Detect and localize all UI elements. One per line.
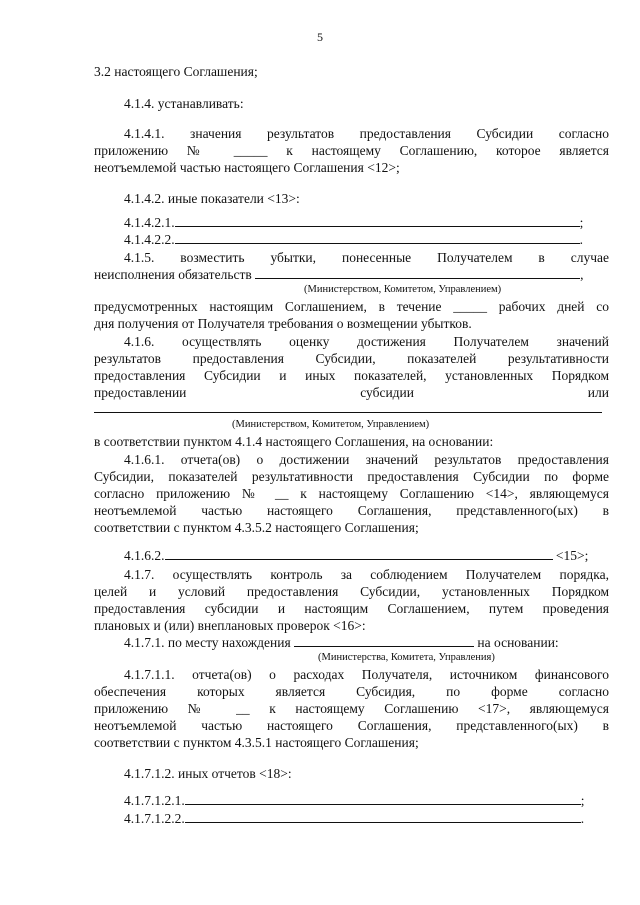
text-line: предусмотренных настоящим Соглашением, в течение _____ рабочих дней со [94, 299, 609, 314]
blank-line [165, 548, 553, 560]
text-line: предоставлении субсидии или [94, 385, 609, 400]
text-fragment: на основании: [477, 635, 559, 650]
clause-4-1-4-2-1 [124, 215, 609, 231]
text-line: 3.2 настоящего Соглашения; [94, 64, 258, 79]
text-fragment: неисполнения обязательств [94, 267, 252, 282]
blank-line [175, 215, 580, 227]
clause-4-1-6-2 [124, 548, 609, 564]
text-line: предоставления субсидии и настоящим Соглашением, путем проведения [94, 601, 609, 616]
text-line: в соответствии пунктом 4.1.4 настоящего Соглашения, на основании: [94, 434, 494, 449]
text-line: соответствии с пунктом 4.3.5.1 настоящего Соглашения; [94, 735, 419, 750]
text-line: неотъемлемой частью настоящего Соглашения, представленного(ых) в [94, 503, 609, 518]
blank-line [94, 412, 602, 413]
clause-4-1-6-1: 4.1.6.1. отчета(ов) о достижении значений результатов предоставления [124, 452, 609, 467]
text-line: предоставления Субсидии и иных показателей, установленных Порядком [94, 368, 609, 383]
caption: (Министерства, Комитета, Управления) [318, 652, 495, 663]
blank-line [255, 267, 580, 279]
footnote-ref: <15>; [555, 548, 589, 563]
clause-4-1-7-1-1: 4.1.7.1.1. отчета(ов) о расходах Получателя, источником финансового [124, 667, 609, 682]
clause-number: 4.1.6.2. [124, 548, 165, 563]
punctuation: . [580, 811, 585, 826]
clause-4-1-6: 4.1.6. осуществлять оценку достижения Получателем значений [124, 334, 609, 349]
text-line: Субсидии, показателей результативности предоставления Субсидии по форме [94, 469, 609, 484]
blank-line [185, 811, 581, 823]
clause-4-1-4-1: 4.1.4.1. значения результатов предоставления Субсидии согласно [124, 126, 609, 141]
clause-4-1-5: 4.1.5. возместить убытки, понесенные Получателем в случае [124, 250, 609, 265]
blank-line [185, 793, 581, 805]
punctuation: , [580, 267, 584, 282]
text-line: дня получения от Получателя требования о возмещении убытков. [94, 316, 472, 331]
clause-4-1-7-1 [124, 635, 609, 651]
clause-number: 4.1.4.2.2. [124, 232, 175, 247]
text-line [94, 267, 609, 283]
text-line: неотъемлемой частью настоящего Соглашения <12>; [94, 160, 400, 175]
text-line: неотъемлемой частью настоящего Соглашения, представленного(ых) в [94, 718, 609, 733]
text-line: согласно приложению № __ к настоящему Соглашению <14>, являющемуся [94, 486, 609, 501]
text-fragment: 4.1.7.1. по месту нахождения [124, 635, 291, 650]
punctuation: ; [580, 793, 585, 808]
punctuation: . [579, 232, 583, 247]
caption: (Министерством, Комитетом, Управлением) [304, 284, 502, 295]
clause-4-1-7-1-2: 4.1.7.1.2. иных отчетов <18>: [124, 766, 292, 781]
blank-line [175, 232, 580, 244]
clause-4-1-7-1-2-2 [124, 811, 609, 827]
clause-4-1-4-2-2 [124, 232, 609, 248]
text-line: плановых и (или) внеплановых проверок <16>: [94, 618, 366, 633]
punctuation: ; [579, 215, 584, 230]
clause-number: 4.1.7.1.2.1. [124, 793, 185, 808]
clause-4-1-7-1-2-1 [124, 793, 609, 809]
text-line: результатов предоставления Субсидии, показателей результативности [94, 351, 609, 366]
page-number: 5 [317, 30, 323, 44]
text-line: обеспечения которых является Субсидия, по форме согласно [94, 684, 609, 699]
caption: (Министерством, Комитетом, Управлением) [232, 419, 430, 430]
text-line: приложению № _____ к настоящему Соглашению, которое является [94, 143, 609, 158]
text-line: соответствии с пунктом 4.3.5.2 настоящего Соглашения; [94, 520, 419, 535]
clause-number: 4.1.7.1.2.2. [124, 811, 185, 826]
text-line: приложению № __ к настоящему Соглашению <17>, являющемуся [94, 701, 609, 716]
clause-number: 4.1.4.2.1. [124, 215, 175, 230]
clause-4-1-4: 4.1.4. устанавливать: [124, 96, 244, 111]
clause-4-1-4-2: 4.1.4.2. иные показатели <13>: [124, 191, 300, 206]
clause-4-1-7: 4.1.7. осуществлять контроль за соблюдением Получателем порядка, [124, 567, 609, 582]
blank-line [294, 635, 474, 647]
text-line: целей и условий предоставления Субсидии, установленных Порядком [94, 584, 609, 599]
